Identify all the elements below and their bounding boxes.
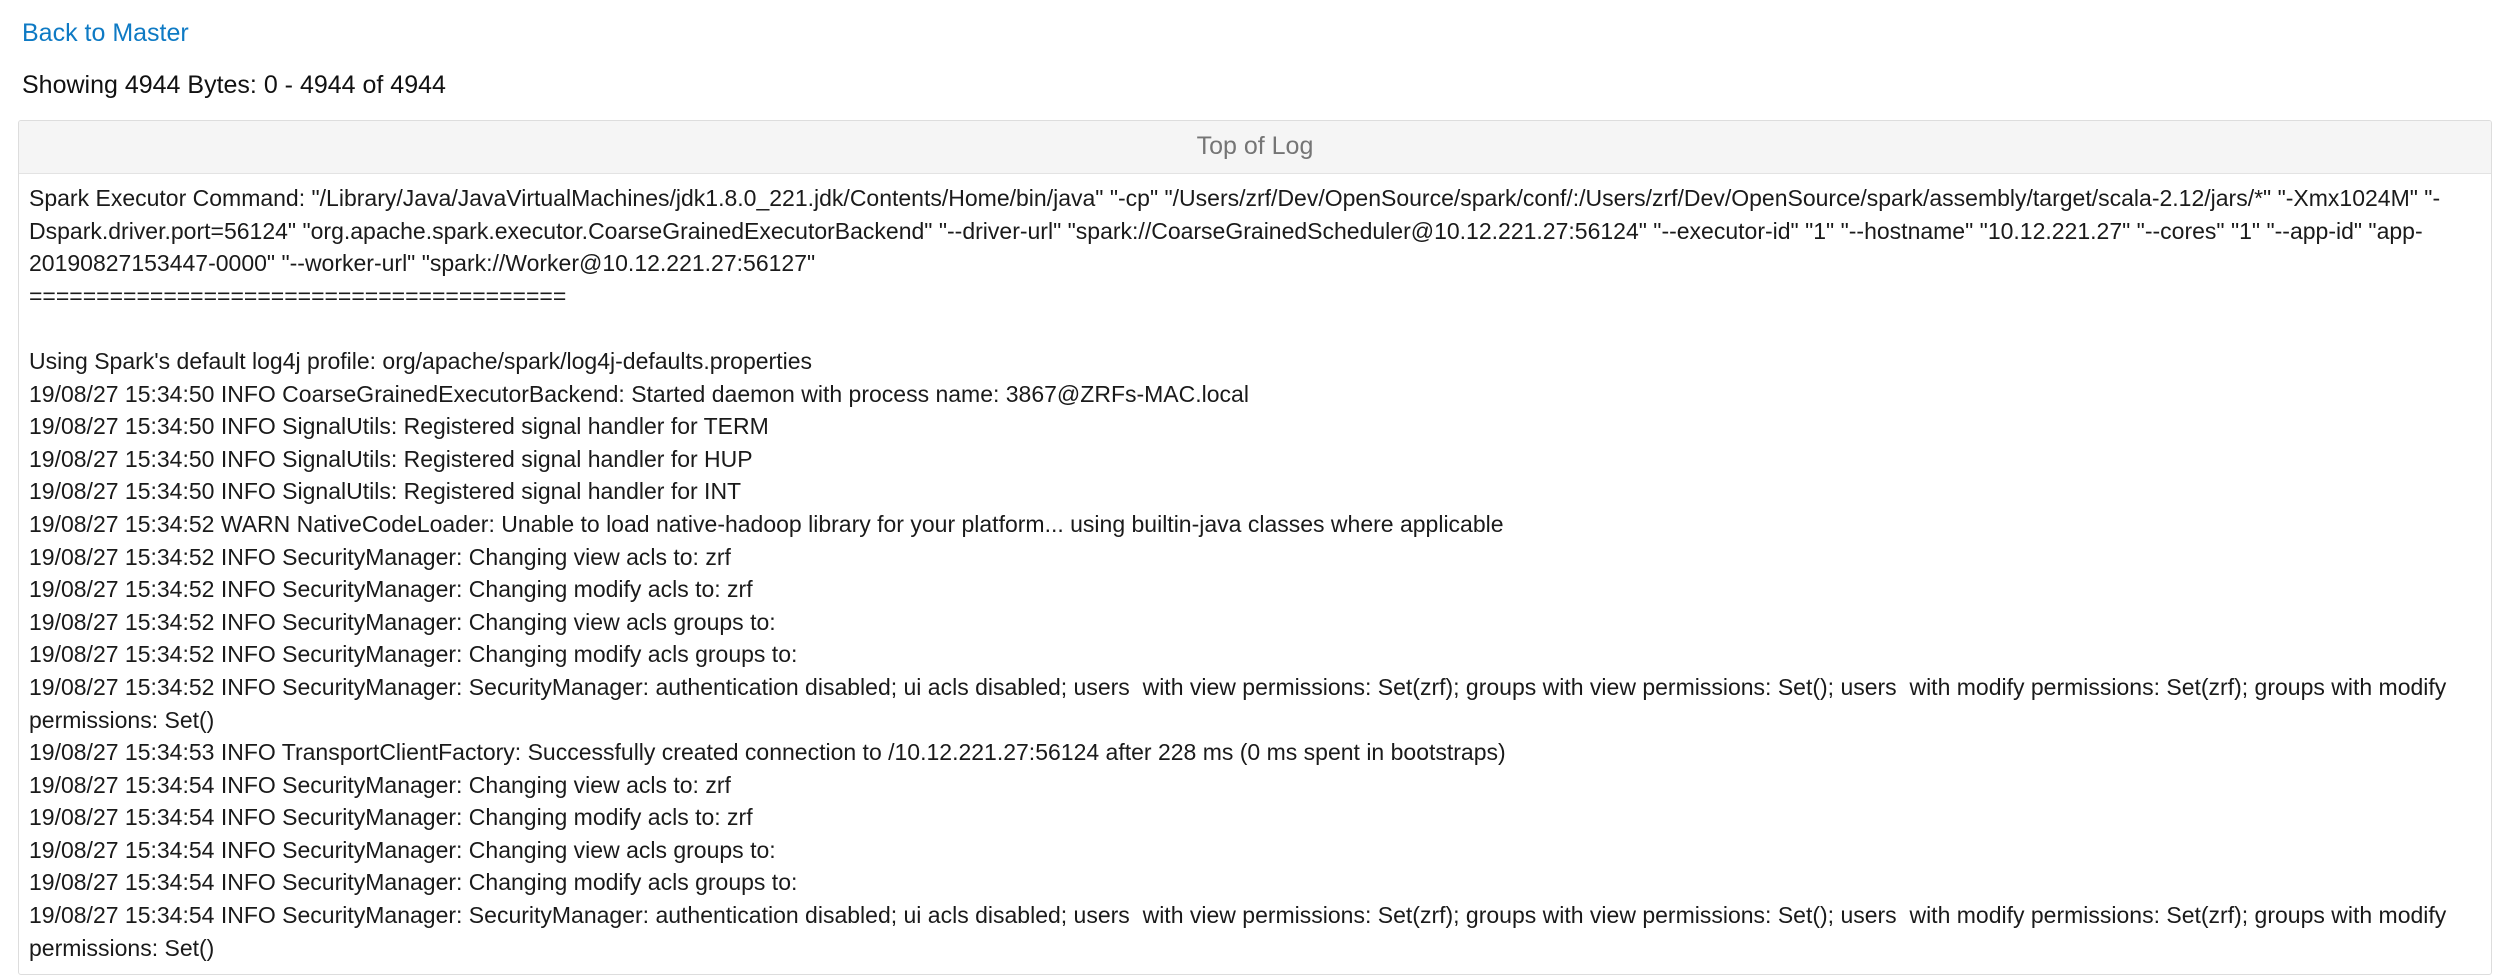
log-line: 19/08/27 15:34:52 INFO SecurityManager: Changing view acls groups to: (29, 608, 776, 635)
log-line: 19/08/27 15:34:52 INFO SecurityManager: Changing modify acls to: zrf (29, 576, 753, 603)
log-line: 19/08/27 15:34:52 INFO SecurityManager: Changing modify acls groups to: (29, 641, 798, 668)
log-line: 19/08/27 15:34:54 INFO SecurityManager: Changing view acls to: zrf (29, 771, 731, 798)
log-line: 19/08/27 15:34:54 INFO SecurityManager: SecurityManager: authentication disabled; ui acls disabled; users with view permissions: Set(zrf); groups with view permissions: Set(); users with modify permissions: Set(zrf); groups with modify permissions: Set() (29, 902, 2453, 961)
log-line: 19/08/27 15:34:53 INFO TransportClientFactory: Successfully created connection to /10.12.221.27:56124 after 228 ms (0 ms spent in bootstraps) (29, 739, 1506, 766)
log-line: ======================================== (29, 282, 567, 309)
log-line: Using Spark's default log4j profile: org/apache/spark/log4j-defaults.properties (29, 347, 812, 374)
log-line: 19/08/27 15:34:54 INFO SecurityManager: Changing modify acls groups to: (29, 869, 798, 896)
showing-bytes-status: Showing 4944 Bytes: 0 - 4944 of 4944 (22, 71, 446, 99)
log-line: 19/08/27 15:34:52 WARN NativeCodeLoader: Unable to load native-hadoop library for your platform... using builtin-java classes where applicable (29, 510, 1504, 537)
log-content[interactable] (19, 174, 2491, 974)
log-line: 19/08/27 15:34:52 INFO SecurityManager: Changing view acls to: zrf (29, 543, 731, 570)
log-panel-header: Top of Log (19, 121, 2491, 174)
log-line: 19/08/27 15:34:54 INFO SecurityManager: Changing modify acls to: zrf (29, 804, 753, 831)
log-line: 19/08/27 15:34:52 INFO SecurityManager: SecurityManager: authentication disabled; ui acls disabled; users with view permissions: Set(zrf); groups with view permissions: Set(); users with modify permissions: Set(zrf); groups with modify permissions: Set() (29, 673, 2453, 733)
back-to-master-link[interactable]: Back to Master (22, 19, 189, 47)
log-line (29, 312, 2481, 345)
log-line: 19/08/27 15:34:54 INFO SecurityManager: Changing view acls groups to: (29, 836, 776, 863)
log-line: 19/08/27 15:34:50 INFO SignalUtils: Registered signal handler for HUP (29, 445, 753, 472)
log-line: Spark Executor Command: "/Library/Java/JavaVirtualMachines/jdk1.8.0_221.jdk/Contents/Home/bin/java" "-cp" "/Users/zrf/Dev/OpenSource/spark/conf/:/Users/zrf/Dev/OpenSource/spark/assembly/target/scala-2.12/jars/*" "-Xmx1024M" "-Dspark.driver.port=56124" "org.apache.spark.executor.CoarseGrainedExecutorBackend" "--driver-url" "spark://CoarseGrainedScheduler@10.12.221.27:56124" "--executor-id" "1" "--hostname" "10.12.221.27" "--cores" "1" "--app-id" "app-20190827153447-0000" "--worker-url" "spark://Worker@10.12.221.27:56127" (29, 185, 2441, 277)
log-line: 19/08/27 15:34:50 INFO SignalUtils: Registered signal handler for TERM (29, 413, 769, 440)
log-line: 19/08/27 15:34:50 INFO CoarseGrainedExecutorBackend: Started daemon with process name: 3867@ZRFs-MAC.local (29, 380, 1249, 407)
log-line: 19/08/27 15:34:50 INFO SignalUtils: Registered signal handler for INT (29, 478, 742, 505)
log-panel (18, 120, 2492, 975)
